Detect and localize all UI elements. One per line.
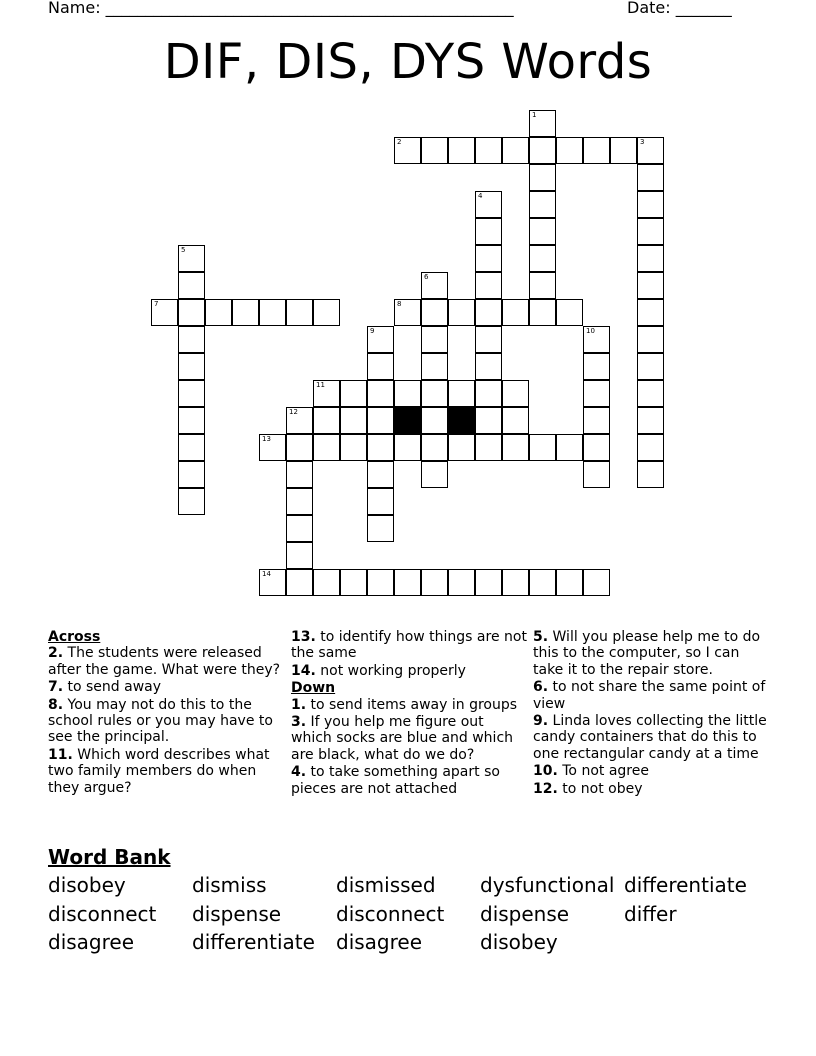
crossword-cell[interactable] [421, 272, 448, 299]
clue-item [291, 714, 527, 763]
word-bank-item: differentiate [192, 930, 315, 954]
clue-number: 10 [586, 327, 595, 335]
crossword-cell[interactable] [556, 137, 583, 164]
crossword-cell[interactable] [313, 569, 340, 596]
clue-number: 2. [48, 645, 64, 662]
crossword-cell[interactable] [286, 488, 313, 515]
clue-number: 3. [291, 714, 307, 731]
clue-number: 1 [532, 111, 537, 119]
clue-number: 4. [291, 764, 307, 781]
clue-number: 6 [424, 273, 429, 281]
word-bank-item: disagree [336, 930, 423, 954]
crossword-cell[interactable] [259, 299, 286, 326]
clue-item [291, 663, 527, 679]
clue-item [533, 679, 769, 712]
crossword-cell[interactable] [502, 569, 529, 596]
across-clue-list-continued [291, 629, 527, 679]
crossword-cell[interactable] [394, 299, 421, 326]
across-heading: Across [48, 629, 101, 645]
crossword-cell[interactable] [583, 137, 610, 164]
crossword-cell[interactable] [583, 569, 610, 596]
crossword-cell[interactable] [637, 137, 664, 164]
crossword-cell[interactable] [313, 380, 340, 407]
date-field-label: Date: _______ [627, 0, 732, 17]
crossword-cell[interactable] [421, 407, 448, 434]
crossword-cell[interactable] [259, 569, 286, 596]
clue-number: 8 [397, 300, 402, 308]
crossword-cell[interactable] [637, 299, 664, 326]
crossword-cell[interactable] [502, 407, 529, 434]
crossword-cell[interactable] [421, 299, 448, 326]
crossword-cell[interactable] [475, 434, 502, 461]
crossword-cell[interactable] [340, 407, 367, 434]
crossword-cell[interactable] [205, 299, 232, 326]
clue-number: 7. [48, 679, 64, 696]
clue-item [48, 679, 284, 695]
crossword-cell[interactable] [502, 299, 529, 326]
crossword-cell[interactable] [529, 164, 556, 191]
word-bank-item: disagree [48, 930, 135, 954]
word-bank-item: disconnect [48, 902, 157, 926]
clue-item [291, 629, 527, 662]
clue-item [48, 697, 284, 746]
crossword-cell[interactable] [286, 515, 313, 542]
clue-number: 8. [48, 696, 64, 713]
clue-text: to send away [63, 679, 162, 696]
clue-number: 14 [262, 570, 271, 578]
crossword-cell[interactable] [529, 245, 556, 272]
page-title: DIF, DIS, DYS Words [163, 34, 653, 90]
crossword-cell[interactable] [367, 434, 394, 461]
crossword-cell[interactable] [583, 407, 610, 434]
clue-text: to not share the same point of view [533, 679, 766, 712]
crossword-cell[interactable] [367, 326, 394, 353]
clue-text: to identify how things are not the same [291, 629, 527, 662]
crossword-cell[interactable] [178, 299, 205, 326]
clue-text: not working properly [315, 662, 466, 679]
clue-number: 11 [316, 381, 325, 389]
crossword-cell[interactable] [637, 326, 664, 353]
crossword-cell[interactable] [475, 353, 502, 380]
crossword-cell[interactable] [475, 245, 502, 272]
crossword-cell[interactable] [448, 299, 475, 326]
clue-item [533, 781, 769, 797]
clue-number: 7 [154, 300, 159, 308]
crossword-cell[interactable] [502, 137, 529, 164]
word-bank-item: differ [624, 902, 677, 926]
crossword-cell[interactable] [286, 542, 313, 569]
clues-column-3 [533, 629, 769, 798]
crossword-cell[interactable] [340, 380, 367, 407]
crossword-cell[interactable] [583, 353, 610, 380]
crossword-cell[interactable] [556, 569, 583, 596]
word-bank-item: dismiss [192, 873, 267, 897]
crossword-cell[interactable] [232, 299, 259, 326]
clue-number: 14. [291, 662, 316, 679]
word-bank-item: disobey [48, 873, 126, 897]
crossword-cell[interactable] [286, 461, 313, 488]
clue-text: The students were released after the game. What were they? [48, 645, 281, 678]
clue-number: 1. [291, 696, 307, 713]
crossword-cell[interactable] [529, 299, 556, 326]
down-clue-list-continued [533, 629, 769, 797]
word-bank-item: differentiate [624, 873, 747, 897]
crossword-cell[interactable] [421, 434, 448, 461]
crossword-cell[interactable] [529, 191, 556, 218]
crossword-cell[interactable] [556, 299, 583, 326]
clue-text: Linda loves collecting the little candy containers that do this to one rectangular candy at a time [533, 713, 767, 762]
crossword-cell[interactable] [448, 137, 475, 164]
crossword-cell[interactable] [475, 326, 502, 353]
crossword-cell[interactable] [340, 434, 367, 461]
clue-text: You may not do this to the school rules or you may have to see the principal. [48, 696, 273, 746]
clue-number: 13 [262, 435, 271, 443]
crossword-cell[interactable] [637, 218, 664, 245]
clue-item [48, 645, 284, 678]
crossword-cell[interactable] [529, 434, 556, 461]
crossword-cell[interactable] [475, 191, 502, 218]
clue-item [533, 629, 769, 678]
crossword-cell[interactable] [502, 380, 529, 407]
clues-column-1 [48, 629, 284, 797]
crossword-cell[interactable] [313, 407, 340, 434]
clue-number: 13. [291, 629, 316, 645]
crossword-cell[interactable] [367, 569, 394, 596]
crossword-cell[interactable] [475, 272, 502, 299]
crossword-cell[interactable] [475, 218, 502, 245]
crossword-cell[interactable] [637, 380, 664, 407]
crossword-cell[interactable] [313, 434, 340, 461]
clue-item [48, 747, 284, 796]
crossword-cell[interactable] [178, 326, 205, 353]
clue-item [291, 764, 527, 797]
down-clue-list [291, 697, 527, 797]
crossword-cell[interactable] [529, 569, 556, 596]
crossword-cell[interactable] [178, 272, 205, 299]
crossword-cell[interactable] [529, 218, 556, 245]
crossword-cell[interactable] [286, 407, 313, 434]
blocked-cell [394, 407, 421, 434]
crossword-cell[interactable] [475, 299, 502, 326]
crossword-cell[interactable] [475, 407, 502, 434]
crossword-cell[interactable] [583, 434, 610, 461]
crossword-cell[interactable] [475, 137, 502, 164]
crossword-cell[interactable] [421, 137, 448, 164]
word-bank-title: Word Bank [48, 845, 171, 869]
crossword-cell[interactable] [178, 488, 205, 515]
crossword-cell[interactable] [475, 569, 502, 596]
clue-number: 3 [640, 138, 645, 146]
down-heading: Down [291, 680, 336, 697]
crossword-cell[interactable] [421, 353, 448, 380]
word-bank-item: disconnect [336, 902, 445, 926]
clue-number: 11. [48, 746, 73, 763]
clue-text: If you help me figure out which socks are blue and which are black, what do we do? [291, 714, 514, 763]
clue-number: 5 [181, 246, 186, 254]
clue-text: Will you please help me to do this to the computer, so I can take it to the repair store. [533, 629, 761, 678]
clue-number: 9. [533, 713, 549, 730]
crossword-cell[interactable] [637, 461, 664, 488]
crossword-cell[interactable] [583, 461, 610, 488]
crossword-cell[interactable] [637, 245, 664, 272]
crossword-cell[interactable] [502, 434, 529, 461]
crossword-cell[interactable] [286, 569, 313, 596]
clue-text: Which word describes what two family members do when they argue? [48, 746, 270, 796]
crossword-cell[interactable] [178, 380, 205, 407]
crossword-cell[interactable] [637, 164, 664, 191]
crossword-cell[interactable] [637, 434, 664, 461]
crossword-cell[interactable] [367, 380, 394, 407]
clues-column-2 [291, 629, 527, 798]
crossword-cell[interactable] [583, 380, 610, 407]
crossword-cell[interactable] [178, 245, 205, 272]
crossword-cell[interactable] [394, 137, 421, 164]
crossword-cell[interactable] [394, 434, 421, 461]
clue-number: 12. [533, 780, 558, 797]
word-bank-item: dispense [192, 902, 282, 926]
crossword-cell[interactable] [529, 272, 556, 299]
clue-number: 6. [533, 679, 549, 696]
word-bank-item: dysfunctional [480, 873, 615, 897]
crossword-cell[interactable] [448, 569, 475, 596]
crossword-cell[interactable] [259, 434, 286, 461]
clue-item [533, 713, 769, 762]
crossword-cell[interactable] [178, 407, 205, 434]
crossword-cell[interactable] [637, 407, 664, 434]
crossword-cell[interactable] [421, 326, 448, 353]
crossword-cell[interactable] [448, 380, 475, 407]
clue-item [291, 697, 527, 713]
word-bank-item: dismissed [336, 873, 436, 897]
crossword-cell[interactable] [178, 353, 205, 380]
clue-text: to send items away in groups [306, 696, 518, 713]
clue-number: 12 [289, 408, 298, 416]
crossword-cell[interactable] [421, 380, 448, 407]
crossword-cell[interactable] [529, 110, 556, 137]
blocked-cell [448, 407, 475, 434]
crossword-cell[interactable] [637, 353, 664, 380]
crossword-cell[interactable] [286, 434, 313, 461]
crossword-cell[interactable] [637, 272, 664, 299]
clue-text: To not agree [557, 763, 649, 780]
crossword-cell[interactable] [448, 434, 475, 461]
name-field-label: Name: ___________________________________________________ [48, 0, 514, 17]
crossword-cell[interactable] [583, 326, 610, 353]
crossword-cell[interactable] [340, 569, 367, 596]
crossword-cell[interactable] [529, 137, 556, 164]
crossword-cell[interactable] [394, 380, 421, 407]
crossword-cell[interactable] [610, 137, 637, 164]
crossword-cell[interactable] [286, 299, 313, 326]
crossword-cell[interactable] [151, 299, 178, 326]
clue-item [533, 763, 769, 779]
word-bank-item: dispense [480, 902, 570, 926]
clue-number: 4 [478, 192, 483, 200]
crossword-cell[interactable] [178, 434, 205, 461]
crossword-cell[interactable] [394, 569, 421, 596]
clue-text: to take something apart so pieces are not attached [291, 764, 500, 797]
clue-text: to not obey [557, 780, 643, 797]
crossword-cell[interactable] [367, 461, 394, 488]
across-clue-list [48, 645, 284, 796]
crossword-cell[interactable] [475, 380, 502, 407]
clue-number: 10. [533, 763, 558, 780]
crossword-cell[interactable] [313, 299, 340, 326]
crossword-cell[interactable] [367, 353, 394, 380]
crossword-cell[interactable] [421, 569, 448, 596]
clue-number: 5. [533, 629, 549, 645]
clue-number: 2 [397, 138, 402, 146]
crossword-cell[interactable] [178, 461, 205, 488]
crossword-cell[interactable] [637, 191, 664, 218]
crossword-cell[interactable] [367, 407, 394, 434]
crossword-cell[interactable] [421, 461, 448, 488]
word-bank-item: disobey [480, 930, 558, 954]
clue-number: 9 [370, 327, 375, 335]
crossword-cell[interactable] [367, 515, 394, 542]
crossword-cell[interactable] [367, 488, 394, 515]
crossword-cell[interactable] [556, 434, 583, 461]
